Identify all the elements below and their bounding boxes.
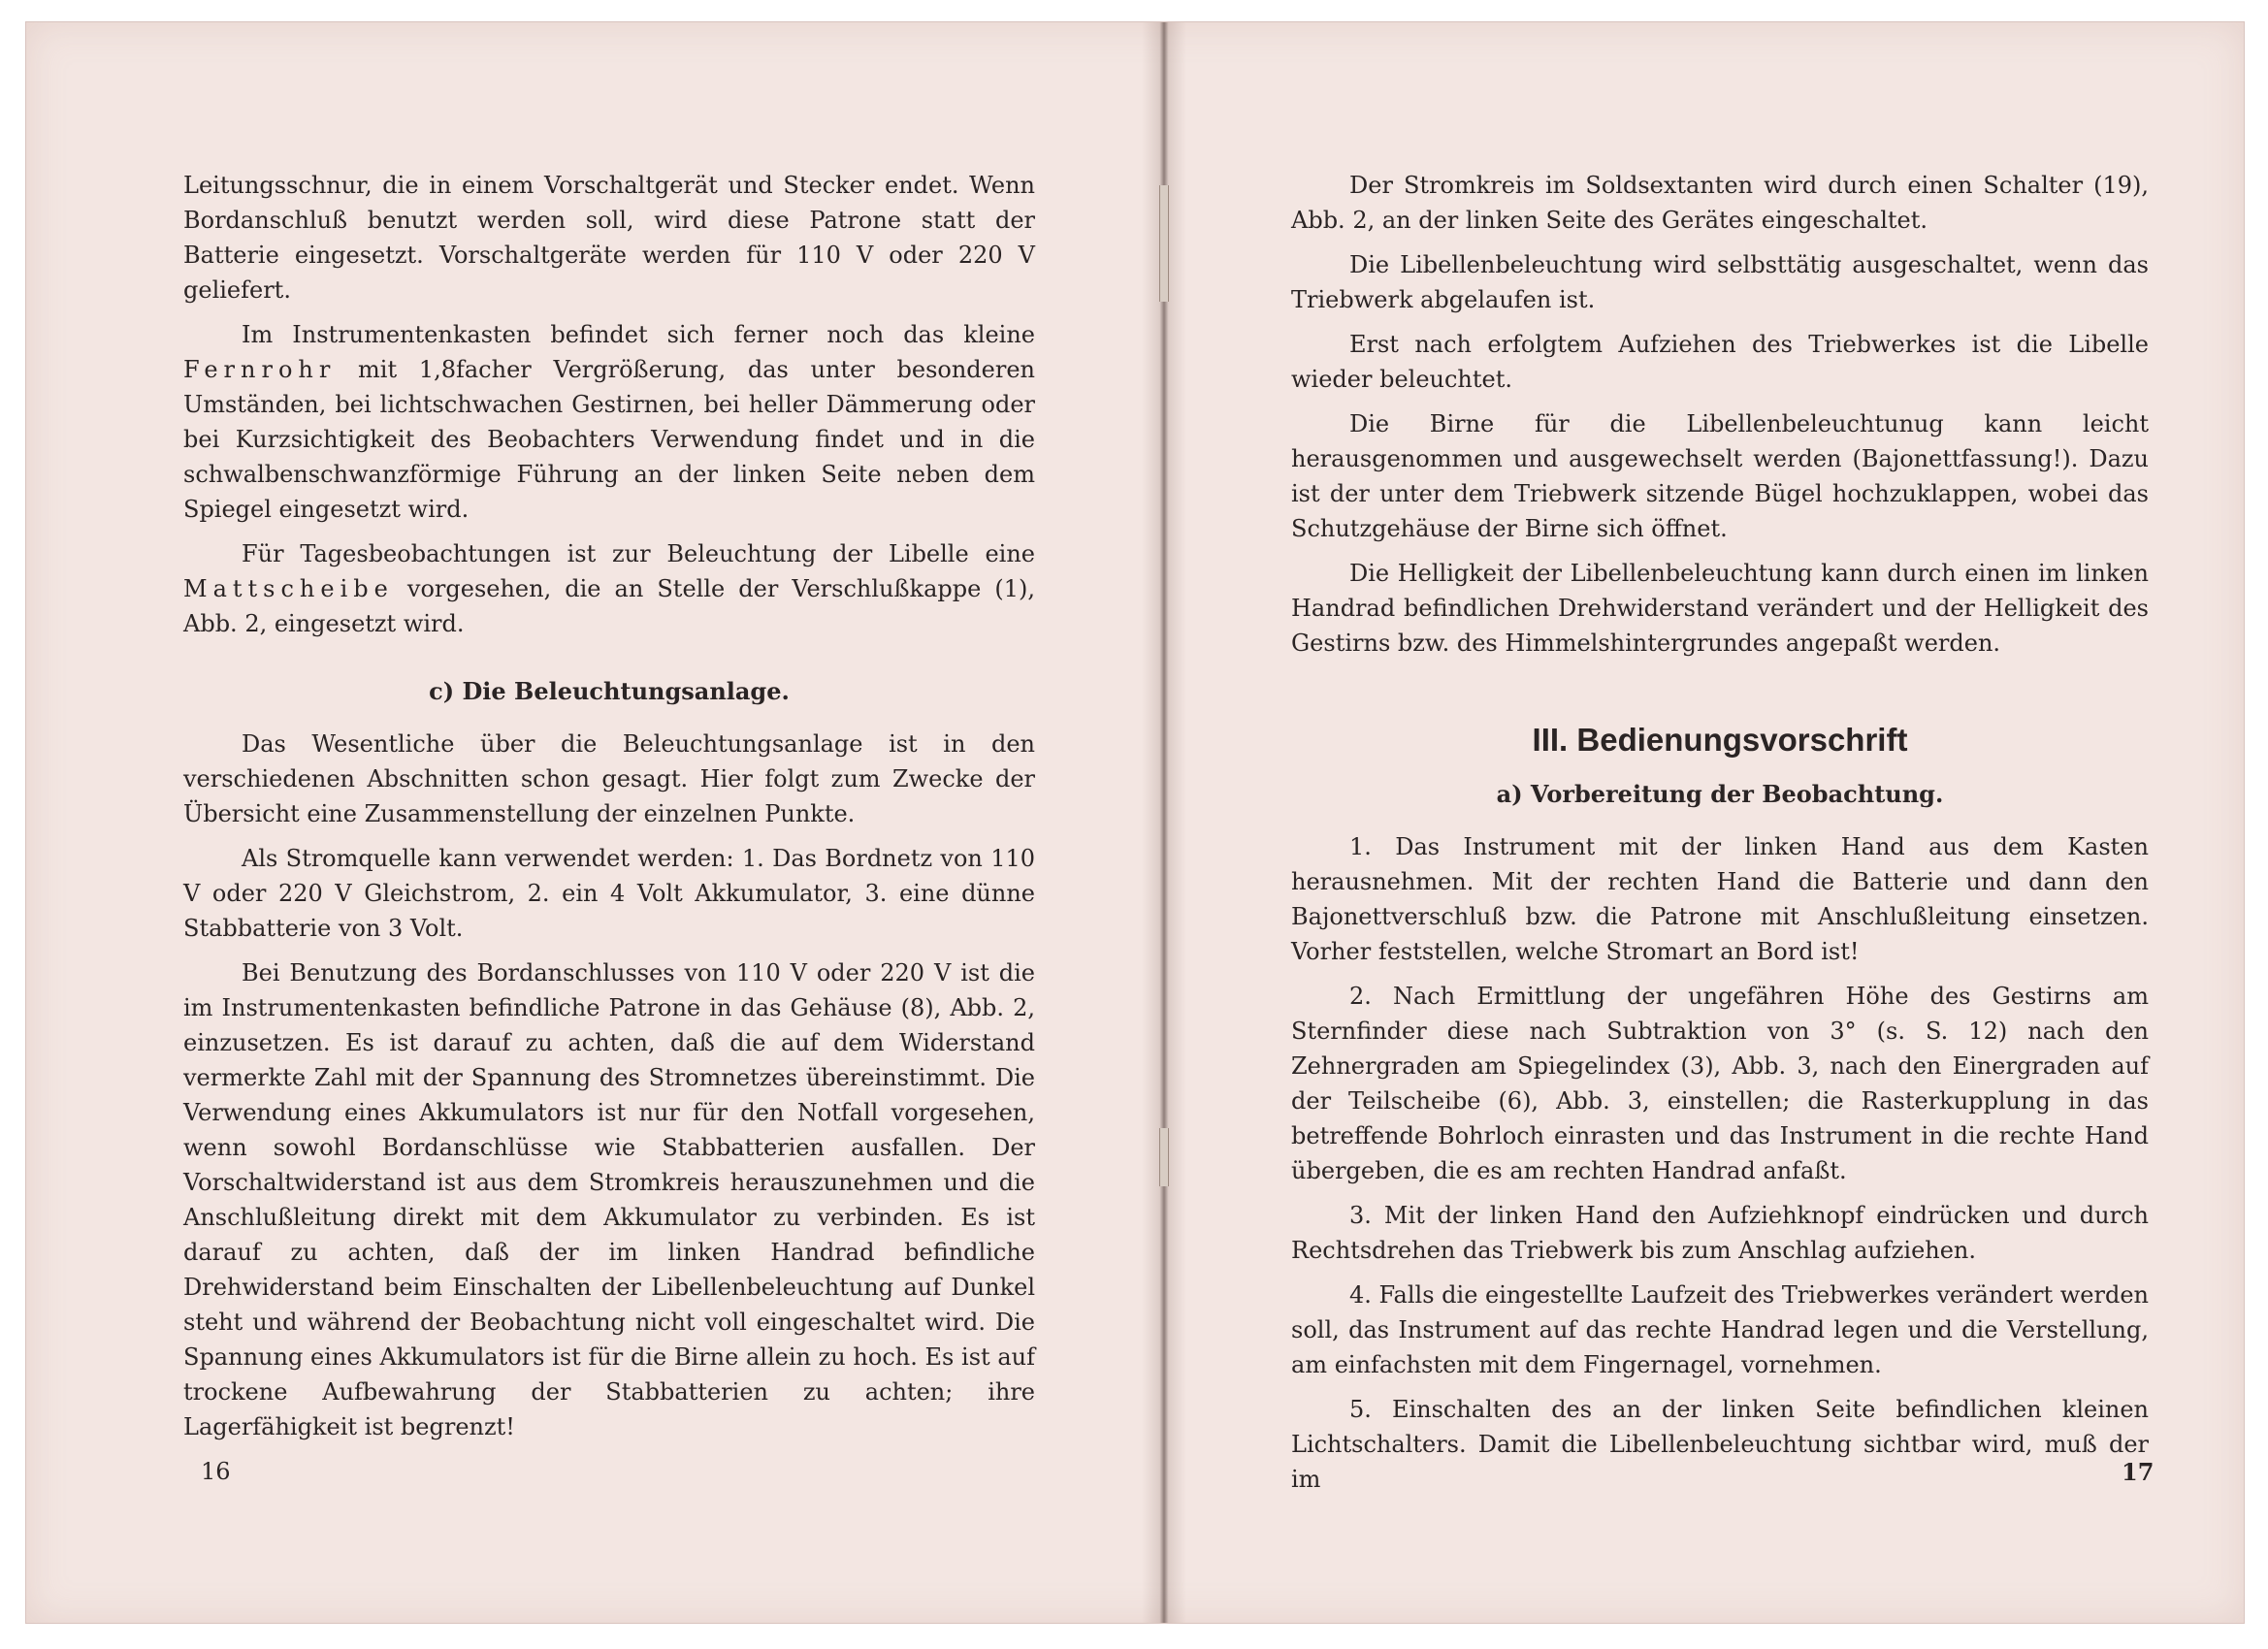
paragraph: Das Wesentliche über die Beleuchtungsanlage ist in den verschiedenen Abschnitten schon gesagt. Hier folgt zum Zwecke der Übersicht eine Zusammenstellung der einzelnen Punkte. <box>183 730 1035 827</box>
page-number-left: 16 <box>201 1458 231 1485</box>
right-page <box>1291 168 2149 1506</box>
subsection-heading: a) Vorbereitung der Beobachtung. <box>1496 780 1944 808</box>
paragraph: Für Tagesbeobachtungen ist zur Beleuchtung der Libelle eine Mattscheibe vorgesehen, die an Stelle der Verschlußkappe (1), Abb. 2, eingesetzt wird. <box>183 540 1035 637</box>
left-page <box>183 168 1035 1454</box>
list-item: 3. Mit der linken Hand den Aufziehknopf eindrücken und durch Rechtsdrehen das Triebwerk bis zum Anschlag aufziehen. <box>1291 1202 2149 1264</box>
section-heading: c) Die Beleuchtungsanlage. <box>429 677 790 705</box>
paragraph: Die Birne für die Libellenbeleuchtunug kann leicht herausgenommen und ausgewechselt werden (Bajonettfassung!). Dazu ist der unter dem Triebwerk sitzende Bügel hochzuklappen, wobei das Schutzgehäuse der Birne sich öffnet. <box>1291 410 2149 542</box>
paragraph: Im Instrumentenkasten befindet sich ferner noch das kleine Fernrohr mit 1,8facher Vergrößerung, das unter besonderen Umständen, bei lichtschwachen Gestirnen, bei heller Dämmerung oder bei Kurzsichtigkeit des Beobachters Verwendung findet und in die schwalbenschwanzförmige Führung an der linken Seite neben dem Spiegel eingesetzt wird. <box>183 321 1035 523</box>
book-spread <box>25 21 2245 1624</box>
paragraph: Als Stromquelle kann verwendet werden: 1. Das Bordnetz von 110 V oder 220 V Gleichstrom, 2. ein 4 Volt Akkumulator, 3. eine dünne Stabbatterie von 3 Volt. <box>183 845 1035 942</box>
paragraph: Der Stromkreis im Soldsextanten wird durch einen Schalter (19), Abb. 2, an der linken Seite des Gerätes eingeschaltet. <box>1291 172 2149 234</box>
paragraph: Die Helligkeit der Libellenbeleuchtung kann durch einen im linken Handrad befindlichen Drehwiderstand verändert und der Helligkeit des Gestirns bzw. des Himmelshintergrundes angepaßt werden. <box>1291 560 2149 657</box>
paragraph: Leitungsschnur, die in einem Vorschaltgerät und Stecker endet. Wenn Bordanschluß benutzt werden soll, wird diese Patrone statt der Batterie eingesetzt. Vorschaltgeräte werden für 110 V oder 220 V geliefert. <box>183 172 1035 304</box>
page-number-right: 17 <box>2122 1458 2155 1486</box>
chapter-heading: III. Bedienungsvorschrift <box>1532 722 1908 758</box>
paragraph: Bei Benutzung des Bordanschlusses von 110 V oder 220 V ist die im Instrumentenkasten befindliche Patrone in das Gehäuse (8), Abb. 2, einzusetzen. Es ist darauf zu achten, daß die auf dem Widerstand vermerkte Zahl mit der Spannung des Stromnetzes übereinstimmt. Die Verwendung eines Akkumulators ist nur für den Notfall vorgesehen, wenn sowohl Bordanschlüsse wie Stabbatterien ausfallen. Der Vorschaltwiderstand ist aus dem Stromkreis herauszunehmen und die Anschlußleitung direkt mit dem Akkumulator zu verbinden. Es ist darauf zu achten, daß der im linken Handrad befindliche Drehwiderstand beim Einschalten der Libellenbeleuchtung auf Dunkel steht und während der Beobachtung nicht voll eingeschaltet wird. Die Spannung eines Akkumulators ist für die Birne allein zu hoch. Es ist auf trockene Aufbewahrung der Stabbatterien zu achten; ihre Lagerfähigkeit ist begrenzt! <box>183 959 1035 1440</box>
emphasized-term: Mattscheibe <box>183 575 394 602</box>
binding-stitch <box>1159 1128 1169 1186</box>
list-item: 2. Nach Ermittlung der ungefähren Höhe des Gestirns am Sternfinder diese nach Subtraktion von 3° (s. S. 12) nach den Zehnergraden am Spiegelindex (3), Abb. 3, nach den Einergraden auf der Teilscheibe (6), Abb. 3, einstellen; die Rasterkupplung in das betreffende Bohrloch einrasten und das Instrument in die rechte Hand übergeben, die es am rechten Handrad anfaßt. <box>1291 983 2149 1184</box>
emphasized-term: Fernrohr <box>183 356 337 383</box>
paragraph: Erst nach erfolgtem Aufziehen des Triebwerkes ist die Libelle wieder beleuchtet. <box>1291 331 2149 393</box>
list-item: 1. Das Instrument mit der linken Hand aus dem Kasten herausnehmen. Mit der rechten Hand die Batterie und dann den Bajonettverschluß bzw. die Patrone mit Anschlußleitung einsetzen. Vorher feststellen, welche Stromart an Bord ist! <box>1291 833 2149 965</box>
binding-stitch <box>1159 185 1169 302</box>
list-item: 5. Einschalten des an der linken Seite befindlichen kleinen Lichtschalters. Damit die Libellenbeleuchtung sichtbar wird, muß der im <box>1291 1396 2149 1493</box>
list-item: 4. Falls die eingestellte Laufzeit des Triebwerkes verändert werden soll, das Instrument auf das rechte Handrad legen und die Verstellung, am einfachsten mit dem Fingernagel, vornehmen. <box>1291 1281 2150 1378</box>
paragraph: Die Libellenbeleuchtung wird selbsttätig ausgeschaltet, wenn das Triebwerk abgelaufen ist. <box>1291 251 2149 313</box>
